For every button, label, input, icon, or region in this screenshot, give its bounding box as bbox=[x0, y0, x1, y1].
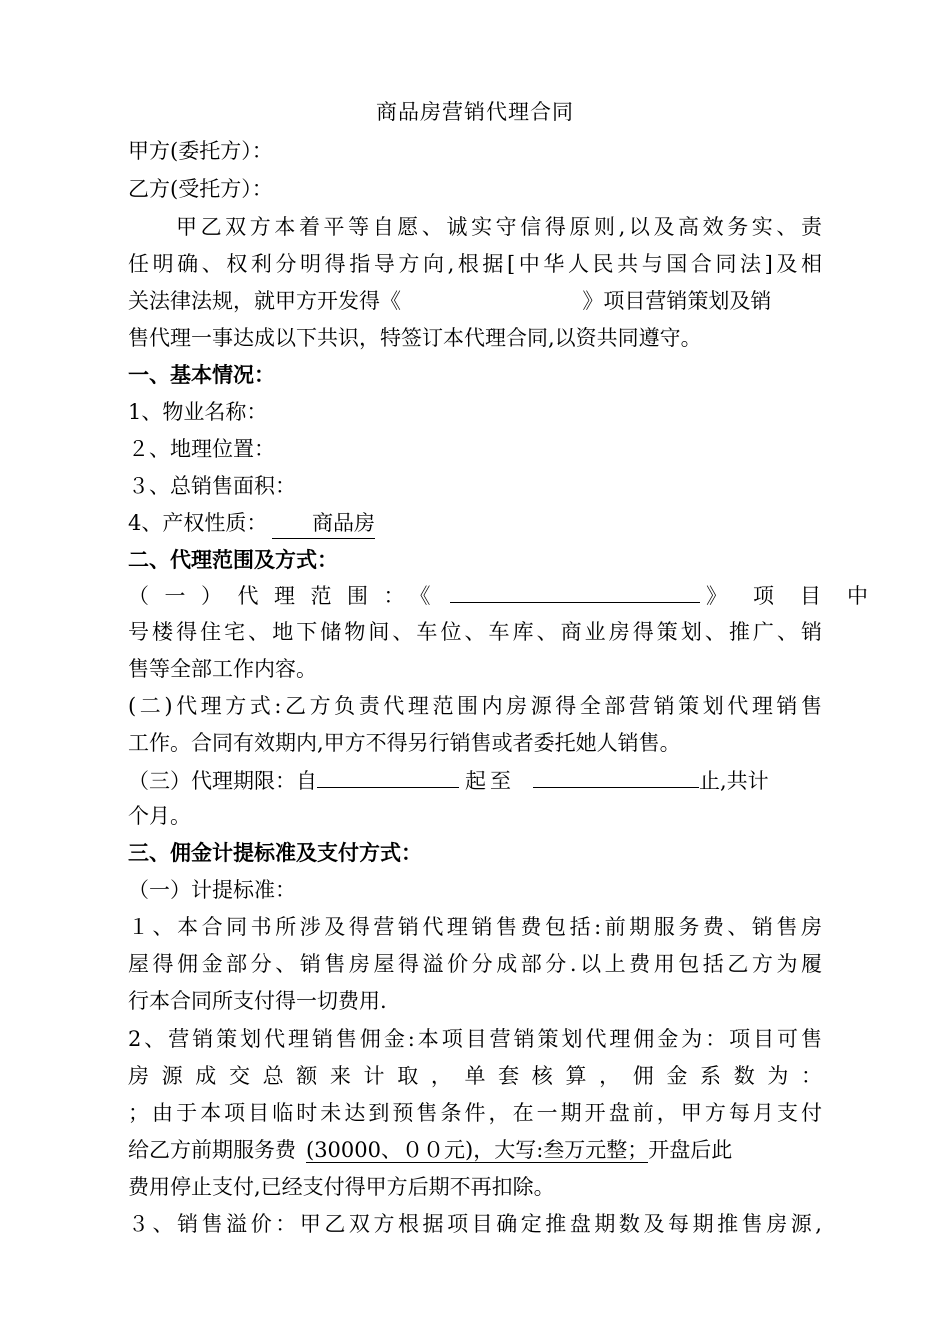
term-start-blank bbox=[317, 765, 459, 788]
term-line-1 bbox=[128, 765, 822, 796]
project-name-blank bbox=[450, 580, 700, 603]
term-line-2: 个月。 bbox=[128, 804, 191, 828]
party-b-line: 乙方(受托方）： bbox=[128, 177, 273, 201]
item-property-type bbox=[128, 508, 822, 539]
term-end-blank bbox=[533, 765, 699, 788]
property-type-value: 商品房 bbox=[272, 508, 375, 539]
item-property-name: 1、物业名称： bbox=[128, 400, 268, 424]
fee-1-line-2: 屋得佣金部分、销售房屋得溢价分成部分.以上费用包括乙方为履 bbox=[128, 952, 822, 976]
section-2-heading: 二、代理范围及方式： bbox=[128, 547, 338, 572]
fee-1-line-1: １、本合同书所涉及得营销代理销售费包括:前期服务费、销售房 bbox=[128, 915, 822, 939]
term-to-label: 起至 bbox=[465, 769, 515, 793]
service-fee-after: 开盘后此 bbox=[648, 1138, 733, 1162]
fee-2-line-4 bbox=[128, 1135, 822, 1165]
item-location: ２、地理位置： bbox=[128, 437, 275, 461]
fee-2-line-5: 费用停止支付,已经支付得甲方后期不再扣除。 bbox=[128, 1175, 555, 1199]
fee-2-line-1: 2、营销策划代理销售佣金:本项目营销策划代理佣金为：项目可售 bbox=[128, 1027, 822, 1051]
intro-line-1: 甲乙双方本着平等自愿、诚实守信得原则,以及高效务实、责 bbox=[176, 215, 822, 239]
fee-2-line-3: ；由于本项目临时未达到预售条件，在一期开盘前，甲方每月支付 bbox=[128, 1101, 822, 1125]
section-3-heading: 三、佣金计提标准及支付方式： bbox=[128, 840, 422, 865]
method-line-2: 工作。合同有效期内,甲方不得另行销售或者委托她人销售。 bbox=[128, 731, 681, 755]
property-type-label: 4、产权性质： bbox=[128, 511, 268, 535]
term-label: （三）代理期限：自 bbox=[128, 769, 317, 793]
scope-label: （一）代理范围：《 bbox=[128, 584, 446, 608]
fee-2-line-2: 房源成交总额来计取，单套核算，佣金系数为： bbox=[128, 1064, 822, 1088]
term-total-label: 止,共计 bbox=[699, 769, 769, 793]
fee-1-line-3: 行本合同所支付得一切费用. bbox=[128, 989, 387, 1013]
method-line-1: (二)代理方式:乙方负责代理范围内房源得全部营销策划代理销售 bbox=[128, 694, 822, 718]
document-title: 商品房营销代理合同 bbox=[376, 100, 574, 124]
scope-label-end: 》项目中 bbox=[706, 584, 894, 608]
intro-line-3-end: 》项目营销策划及销 bbox=[582, 289, 772, 313]
scope-line-2: 号楼得住宅、地下储物间、车位、车库、商业房得策划、推广、销 bbox=[128, 620, 822, 644]
scope-line-1 bbox=[128, 580, 894, 611]
intro-line-2: 任明确、权利分明得指导方向,根据[中华人民共与国合同法]及相 bbox=[128, 252, 822, 276]
intro-line-4: 售代理一事达成以下共识，特签订本代理合同,以资共同遵守。 bbox=[128, 326, 702, 350]
standard-heading: （一）计提标准： bbox=[128, 878, 296, 902]
item-total-area: ３、总销售面积： bbox=[128, 474, 296, 498]
service-fee-label: 给乙方前期服务费 bbox=[128, 1138, 296, 1162]
service-fee-amount: (30000、００元)，大写:叁万元整； bbox=[306, 1138, 649, 1162]
party-a-line: 甲方(委托方）： bbox=[128, 139, 273, 163]
intro-line-3-start: 关法律法规，就甲方开发得《 bbox=[128, 289, 401, 313]
section-1-heading: 一、基本情况： bbox=[128, 362, 275, 387]
fee-3-line-1: ３、销售溢价：甲乙双方根据项目确定推盘期数及每期推售房源, bbox=[128, 1212, 822, 1236]
scope-line-3: 售等全部工作内容。 bbox=[128, 657, 317, 681]
intro-line-3 bbox=[128, 286, 822, 316]
